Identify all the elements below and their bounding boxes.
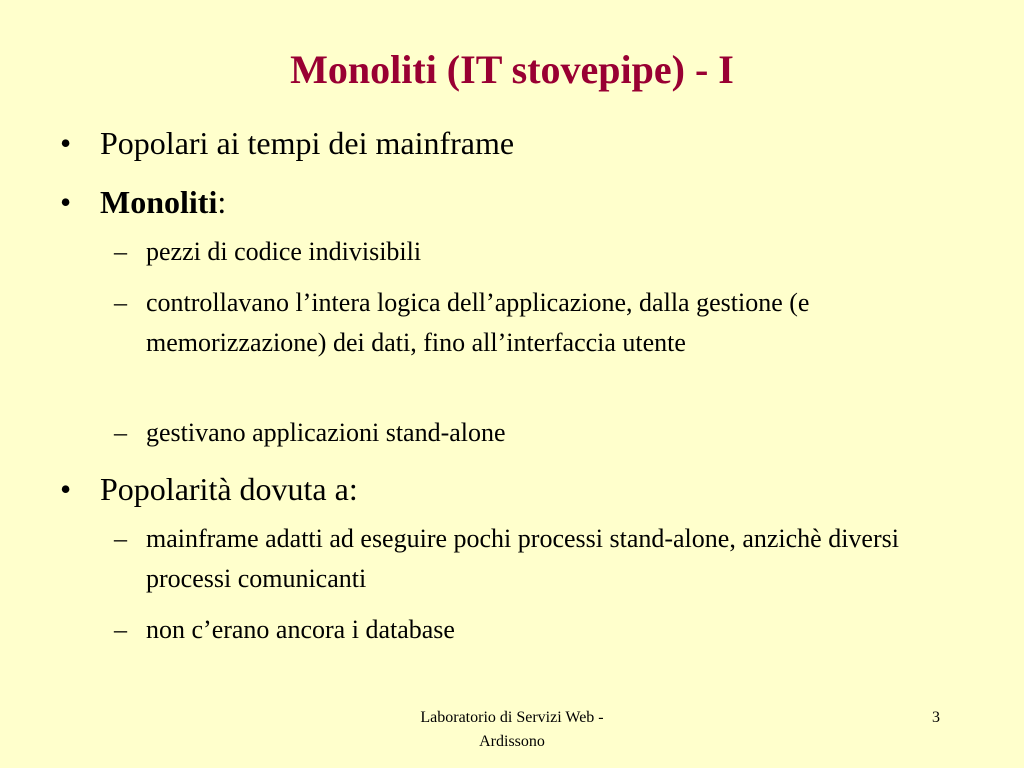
dash-glyph: – [114, 237, 127, 266]
bold-term: Monoliti [100, 184, 218, 220]
dash-glyph: – [114, 288, 127, 317]
sub-item-text: gestivano applicazioni stand-alone [146, 418, 506, 447]
dash-glyph: – [114, 418, 127, 447]
bullet-text: Popolari ai tempi dei mainframe [100, 125, 515, 161]
footer-line: Laboratorio di Servizi Web - [420, 709, 604, 726]
bullet-glyph: • [60, 184, 72, 220]
sub-item-text: controllavano l’intera logica dell’applicazione, dalla gestione (e memorizzazione) dei dati, fino all’interfaccia utente [146, 288, 810, 357]
page-number: 3 [932, 709, 940, 726]
bullet-text-rest: : [217, 184, 227, 220]
sub-item-text: non c’erano ancora i database [146, 615, 455, 644]
bullet-text [100, 183, 226, 221]
sub-item-text: pezzi di codice indivisibili [146, 237, 422, 266]
dash-glyph: – [114, 615, 127, 644]
dash-glyph: – [114, 524, 127, 553]
sub-item-text: mainframe adatti ad eseguire pochi processi stand-alone, anzichè diversi processi comunicanti [146, 524, 899, 593]
footer-caption [362, 706, 662, 754]
footer-line: Ardissono [479, 733, 545, 750]
bullet-glyph: • [60, 471, 72, 507]
slide-title: Monoliti (IT stovepipe) - I [290, 47, 734, 92]
bullet-text: Popolarità dovuta a: [100, 471, 358, 507]
bullet-glyph: • [60, 125, 72, 161]
